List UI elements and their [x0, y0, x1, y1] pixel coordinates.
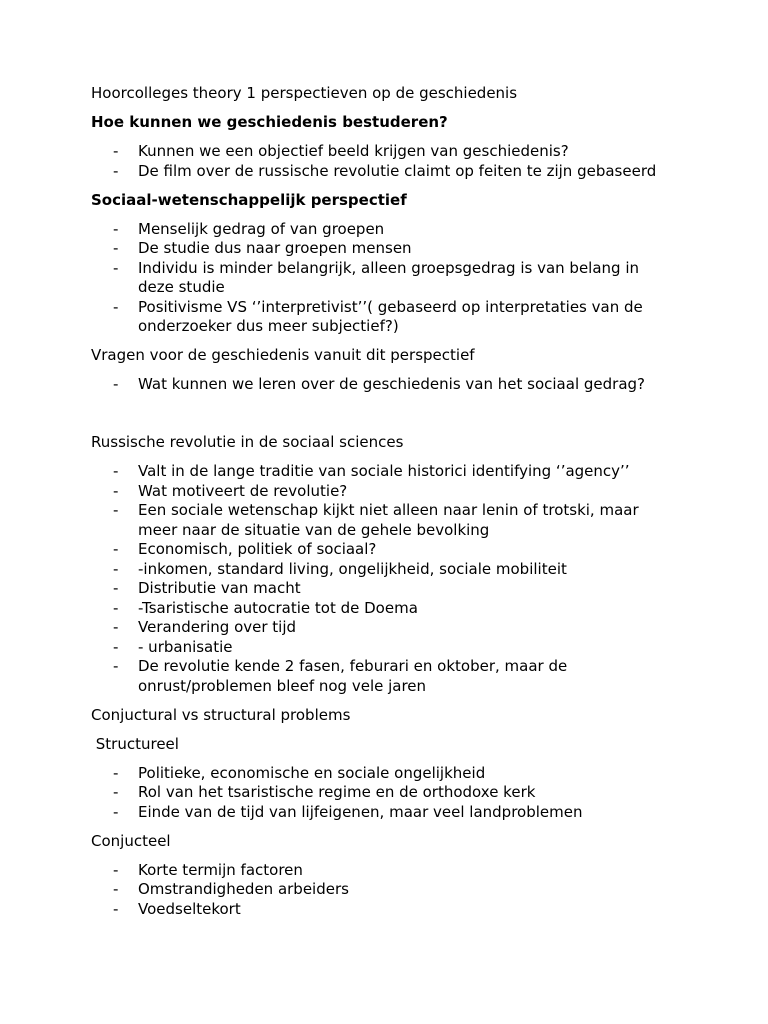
- list-item: [91, 764, 691, 784]
- list-dash: -: [113, 540, 119, 558]
- list-item: [91, 657, 691, 696]
- list-dash: -: [113, 462, 119, 480]
- list-item-text: onderzoeker dus meer subjectief?): [138, 317, 399, 335]
- list-dash: -: [113, 657, 119, 675]
- list-item-text: Einde van de tijd van lijfeigenen, maar veel landproblemen: [138, 802, 583, 821]
- list-item-text: meer naar de situatie van de gehele bevolking: [138, 520, 490, 539]
- list-item-text: Economisch, politiek of sociaal?: [138, 540, 377, 558]
- list-item-text: Politieke, economische en sociale ongelijkheid: [138, 763, 486, 782]
- list-dash: -: [113, 899, 119, 918]
- list-dash: -: [113, 880, 119, 898]
- list-conjucteel: [91, 861, 691, 920]
- list-item: [91, 803, 691, 823]
- list-dash: -: [113, 481, 119, 500]
- list-item: [91, 618, 691, 638]
- blank-line: [91, 404, 691, 433]
- list-item-text: Individu is minder belangrijk, alleen groepsgedrag is van belang in: [138, 258, 639, 277]
- section-heading-conjucteel: Conjucteel: [91, 831, 171, 850]
- list-dash: -: [113, 763, 119, 782]
- list-item: [91, 482, 691, 502]
- list-item-text: Kunnen we een objectief beeld krijgen van geschiedenis?: [138, 142, 569, 160]
- list-questions: [91, 375, 691, 395]
- list-dash: -: [113, 297, 119, 316]
- list-dash: -: [113, 375, 119, 393]
- list-item: [91, 462, 691, 482]
- list-item-text: De revolutie kende 2 fasen, feburari en oktober, maar de: [138, 657, 568, 675]
- list-item: [91, 638, 691, 658]
- list-dash: -: [113, 501, 119, 519]
- list-item: [91, 540, 691, 560]
- list-item: [91, 239, 691, 259]
- list-item-text: Wat motiveert de revolutie?: [138, 481, 348, 500]
- list-item-text: Positivisme VS ‘’interpretivist’’( gebaseerd op interpretaties van de: [138, 297, 643, 316]
- list-item-text: onrust/problemen bleef nog vele jaren: [138, 676, 427, 695]
- list-russian-revolution: [91, 462, 691, 696]
- list-item-text: deze studie: [138, 278, 225, 296]
- list-item: [91, 259, 691, 298]
- list-item-text: Omstrandigheden arbeiders: [138, 880, 349, 898]
- list-item-text: Rol van het tsaristische regime en de orthodoxe kerk: [138, 783, 536, 801]
- list-item-text: Verandering over tijd: [138, 618, 297, 636]
- list-item: [91, 220, 691, 240]
- list-dash: -: [113, 637, 119, 656]
- list-dash: -: [113, 219, 119, 238]
- list-item: [91, 162, 691, 182]
- list-item: [91, 501, 691, 540]
- section-heading-study: Hoe kunnen we geschiedenis bestuderen?: [91, 113, 448, 131]
- list-item-text: De studie dus naar groepen mensen: [138, 239, 412, 257]
- list-item-text: Een sociale wetenschap kijkt niet alleen naar lenin of trotski, maar: [138, 501, 639, 519]
- list-dash: -: [113, 783, 119, 801]
- list-item-text: Menselijk gedrag of van groepen: [138, 219, 385, 238]
- list-dash: -: [113, 258, 119, 277]
- list-dash: -: [113, 161, 119, 180]
- section-heading-russian-revolution: Russische revolutie in de sociaal sciences: [91, 433, 404, 451]
- list-item: [91, 861, 691, 881]
- list-dash: -: [113, 618, 119, 636]
- list-item-text: Voedseltekort: [138, 899, 241, 918]
- document-title: Hoorcolleges theory 1 perspectieven op de geschiedenis: [91, 84, 518, 102]
- list-dash: -: [113, 239, 119, 257]
- list-item: [91, 298, 691, 337]
- list-item-text: Wat kunnen we leren over de geschiedenis van het sociaal gedrag?: [138, 375, 645, 393]
- list-item-text: Distributie van macht: [138, 579, 301, 597]
- list-dash: -: [113, 559, 119, 578]
- list-item-text: - urbanisatie: [138, 637, 233, 656]
- list-item-text: -Tsaristische autocratie tot de Doema: [138, 598, 418, 617]
- list-item-text: -inkomen, standard living, ongelijkheid, sociale mobiliteit: [138, 559, 567, 578]
- list-dash: -: [113, 142, 119, 160]
- list-item: [91, 579, 691, 599]
- section-heading-questions: Vragen voor de geschiedenis vanuit dit perspectief: [91, 346, 475, 364]
- list-dash: -: [113, 802, 119, 821]
- list-item: [91, 783, 691, 803]
- list-structureel: [91, 764, 691, 823]
- section-heading-conjunctural-vs-structural: Conjuctural vs structural problems: [91, 705, 351, 724]
- list-item: [91, 880, 691, 900]
- section-heading-structureel: Structureel: [91, 734, 179, 753]
- list-item: [91, 599, 691, 619]
- list-dash: -: [113, 860, 119, 879]
- document-page: [91, 84, 691, 929]
- list-item-text: Valt in de lange traditie van sociale historici identifying ‘’agency’’: [138, 462, 630, 480]
- list-item-text: De film over de russische revolutie claimt op feiten te zijn gebaseerd: [138, 161, 657, 180]
- section-heading-social-perspective: Sociaal-wetenschappelijk perspectief: [91, 190, 407, 209]
- list-dash: -: [113, 598, 119, 617]
- list-study: [91, 142, 691, 181]
- list-item: [91, 560, 691, 580]
- list-social-perspective: [91, 220, 691, 337]
- list-dash: -: [113, 579, 119, 597]
- list-item: [91, 142, 691, 162]
- list-item: [91, 375, 691, 395]
- list-item-text: Korte termijn factoren: [138, 860, 303, 879]
- list-item: [91, 900, 691, 920]
